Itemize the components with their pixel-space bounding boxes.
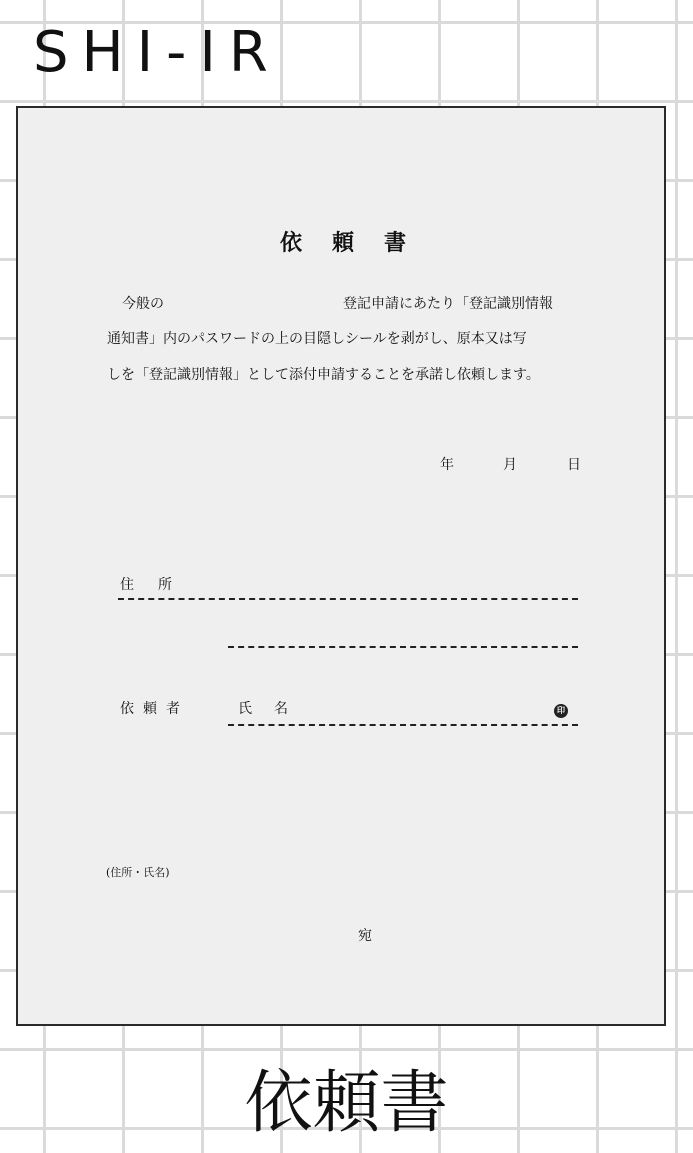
seal-icon: 印 xyxy=(554,704,568,718)
date-day-label: 日 xyxy=(567,457,581,473)
name-line xyxy=(228,724,578,726)
address-line-2 xyxy=(228,646,578,648)
address-line-1 xyxy=(118,598,578,600)
name-label: 氏名 xyxy=(238,701,310,717)
body-line-1-end: 登記申請にあたり「登記識別情報 xyxy=(343,296,553,312)
request-form-document xyxy=(16,106,666,1026)
requester-label: 依頼者 xyxy=(120,701,189,717)
date-year-label: 年 xyxy=(440,457,454,473)
date-month-label: 月 xyxy=(503,457,517,473)
footer-title: 依頼書 xyxy=(244,1064,449,1143)
addressee-suffix: 宛 xyxy=(358,928,372,944)
address-name-note: (住所・氏名) xyxy=(106,866,170,879)
brand-logo: SHI-IR xyxy=(33,20,281,85)
body-line-3: しを「登記識別情報」として添付申請することを承諾し依頼します。 xyxy=(107,367,540,383)
document-title: 依頼書 xyxy=(279,230,436,256)
body-line-1-start: 今般の xyxy=(122,296,164,312)
address-label: 住所 xyxy=(120,577,196,593)
body-line-2: 通知書」内のパスワードの上の目隠しシールを剥がし、原本又は写 xyxy=(107,331,527,347)
